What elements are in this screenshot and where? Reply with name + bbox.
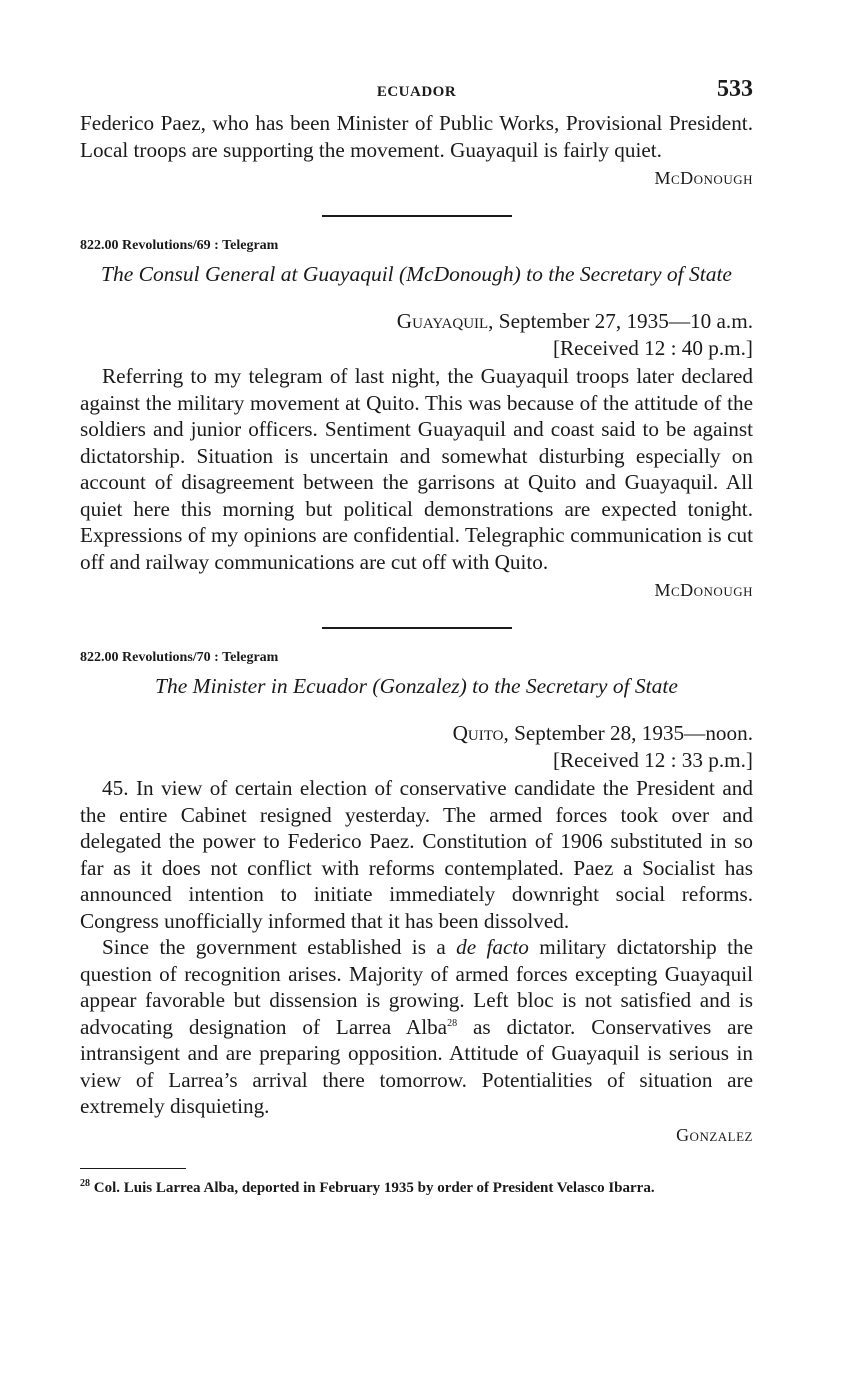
document-title: The Minister in Ecuador (Gonzalez) to the Secretary of State [155, 674, 678, 698]
dateline [80, 720, 753, 747]
paragraph-text: as dictator. Conservatives are intransigent and are preparing opposition. Attitude of Guayaquil is serious in view of Larrea’s arrival there tomorrow. Potentialities of situation are extremely disquieting. [80, 1014, 753, 1118]
signature-gonzalez: Gonzalez [676, 1124, 753, 1145]
telegram-paragraph: 45. In view of certain election of conservative candidate the President and the entire Cabinet resigned yesterday. The armed forces took over and delegated the power to Federico Paez. Constitution of 1906 substituted in so far as it does not conflict with reforms contemplated. Paez a Socialist has announced intention to initiate immediately downright social reforms. Congress unofficially informed that it has been dissolved. [80, 776, 753, 933]
signature-mcdonough-1: McDonough [654, 168, 753, 188]
italic-term: de facto [456, 935, 529, 959]
footnote-marker: 28 [80, 1177, 90, 1189]
file-reference: 822.00 Revolutions/70 : Telegram [80, 650, 279, 665]
footnote-text: Col. Luis Larrea Alba, deported in February 1935 by order of President Velasco Ibarra. [93, 1179, 655, 1196]
dateline-date: September 27, 1935—10 a.m. [493, 309, 753, 333]
section-divider [322, 215, 512, 217]
received-time: [Received 12 : 40 p.m.] [552, 335, 753, 360]
page-number: 533 [717, 76, 753, 102]
page-header [80, 76, 753, 110]
continuation-paragraph: Federico Paez, who has been Minister of Public Works, Provisional President. Local troops are supporting the movement. Guayaquil is fairly quiet. [80, 111, 753, 162]
footnote-reference: 28 [447, 1017, 458, 1029]
dateline-place: Quito, [452, 721, 509, 745]
signature-mcdonough-2: McDonough [654, 580, 753, 600]
dateline [80, 308, 753, 335]
file-reference: 822.00 Revolutions/69 : Telegram [80, 238, 279, 253]
running-head: ECUADOR [376, 84, 457, 100]
telegram-paragraph [80, 934, 753, 1120]
footnote-divider [80, 1168, 186, 1169]
document-title: The Consul General at Guayaquil (McDonough) to the Secretary of State [101, 262, 732, 286]
telegram-paragraph: Referring to my telegram of last night, the Guayaquil troops later declared against the military movement at Quito. This was because of the attitude of the soldiers and junior officers. Sentiment Guayaquil and coast said to be against dictatorship. Situation is uncertain and somewhat disturbing especially on account of disagreement between the garrisons at Quito and Guayaquil. All quiet here this morning but political demonstrations are expected tonight. Expressions of my opinions are confidential. Telegraphic communication is cut off and railway communications are cut off with Quito. [80, 364, 753, 574]
footnote [80, 1179, 753, 1197]
section-divider [322, 627, 512, 629]
dateline-place: Guayaquil, [396, 309, 494, 333]
received-time: [Received 12 : 33 p.m.] [552, 747, 753, 772]
paragraph-text: military dictatorship the question of recognition arises. Majority of armed forces excepting Guayaquil appear favorable but dissension is growing. Left bloc is not satisfied and is advocating designation of Larrea Alba [80, 935, 753, 1039]
paragraph-text: Since the government established is a [102, 935, 457, 959]
dateline-date: September 28, 1935—noon. [508, 721, 753, 745]
